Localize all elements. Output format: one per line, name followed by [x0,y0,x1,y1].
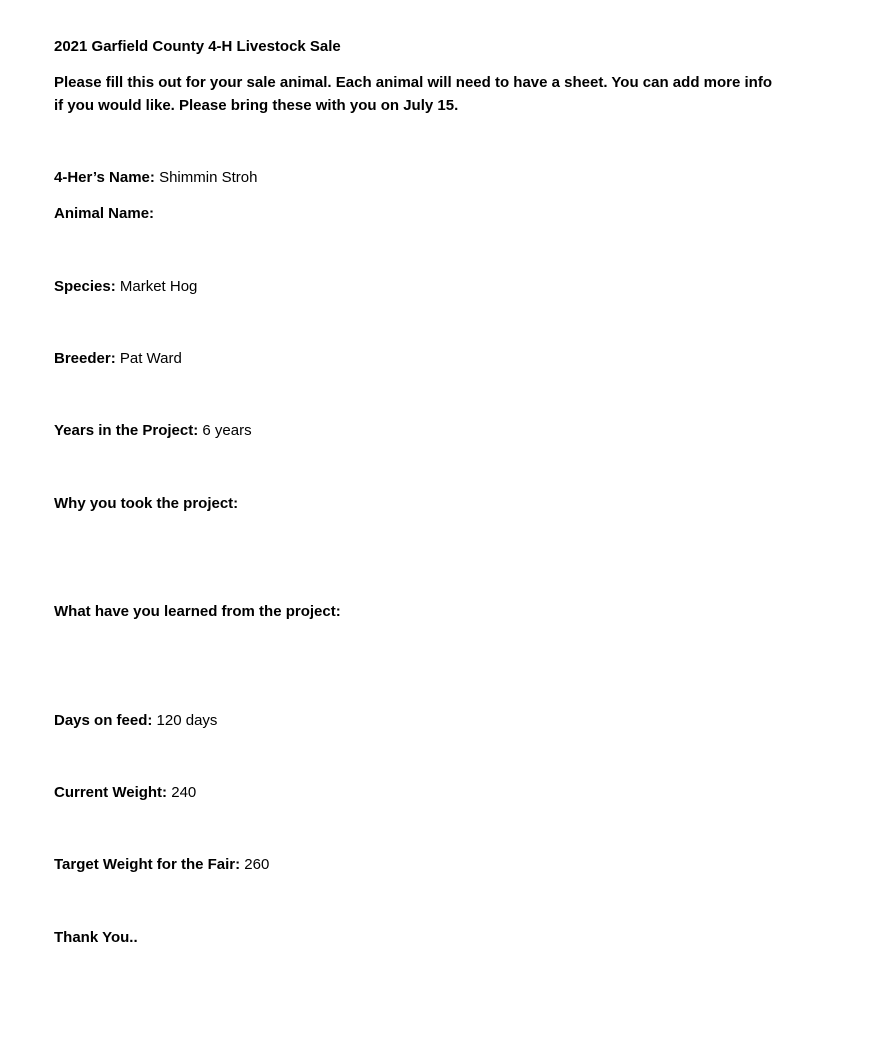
field-animal-name [54,202,154,225]
field-label: Animal Name: [54,205,155,222]
field-value: 120 days [156,712,218,729]
field-species [54,275,197,298]
field-label: Days on feed: [54,712,153,729]
instructions-line-1: Please fill this out for your sale animal. Each animal will need to have a sheet. You can add more info [54,74,772,91]
field-target-weight [54,853,269,876]
field-label: 4-Her’s Name: [54,169,155,186]
field-years-in-project [54,419,252,442]
instructions-line-2: if you would like. Please bring these with you on July 15. [54,97,459,114]
field-value: Market Hog [119,278,198,295]
field-current-weight [54,781,196,804]
field-label: Why you took the project: [54,495,239,512]
field-breeder [54,347,182,370]
field-4her-name [54,166,257,189]
document-title: 2021 Garfield County 4-H Livestock Sale [54,38,341,55]
field-label: Years in the Project: [54,422,199,439]
field-value: Shimmin Stroh [159,169,258,186]
field-label: Breeder: [54,350,116,367]
field-why-took-project [54,492,238,515]
field-value: 6 years [202,422,252,439]
closing-text: Thank You.. [54,929,138,946]
field-label: What have you learned from the project: [54,603,341,620]
field-label: Target Weight for the Fair: [54,856,241,873]
field-days-on-feed [54,709,217,732]
field-value: 240 [171,784,197,801]
field-what-learned [54,600,341,623]
field-value: Pat Ward [119,350,182,367]
field-value: 260 [244,856,270,873]
field-label: Species: [54,278,116,295]
field-label: Current Weight: [54,784,168,801]
